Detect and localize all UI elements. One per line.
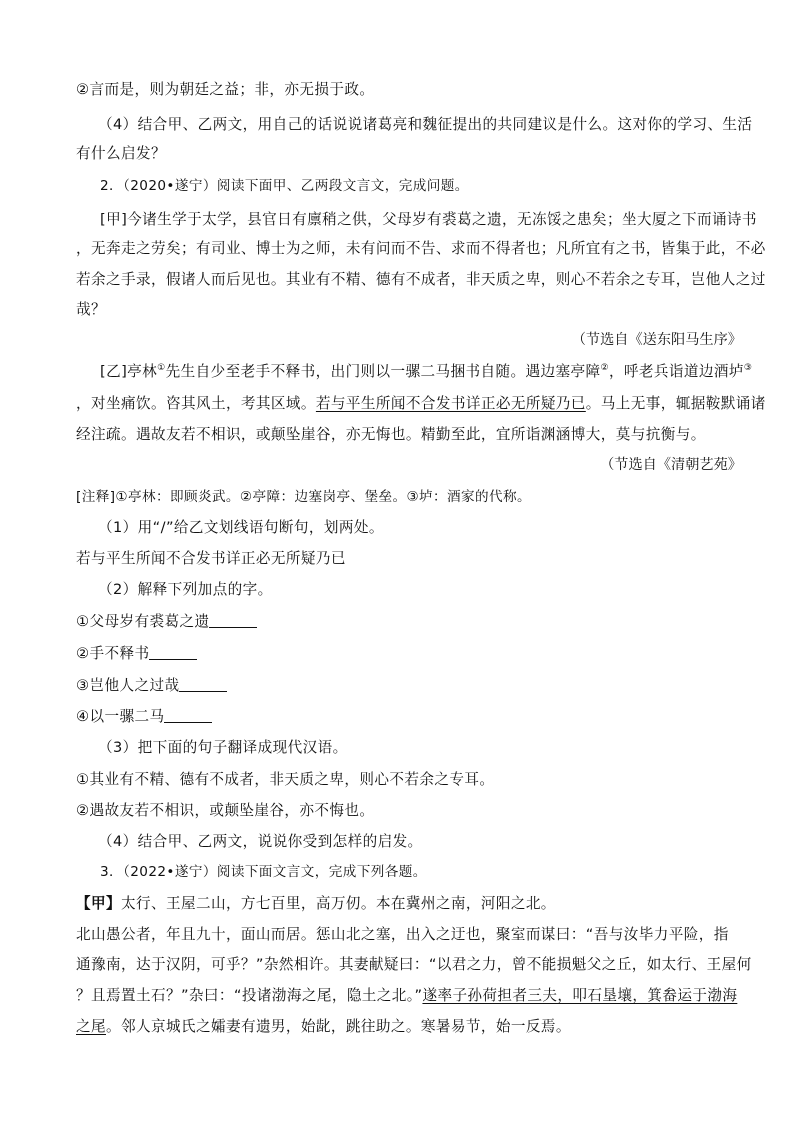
answer-blank[interactable]: [164, 708, 212, 723]
passage-yi-line-1-mid: 先生自少至老手不释书，出门则以一骡二马捆书自随。遇边塞亭障: [165, 363, 601, 380]
passage-jia-line-2: ，无奔走之劳矣；有司业、博士为之师，未有问而不告、求而不得者也；凡所宜有之书，皆集于此，不必: [76, 240, 766, 257]
item-b-text: ②手不释书: [76, 645, 150, 662]
footnote-marker-2: ②: [600, 363, 609, 373]
passage-3-line-4: [76, 986, 737, 1006]
passage-yi-line-2: [76, 394, 766, 414]
passage-jia-line-3: 若余之手录，假诸人而后见也。其业有不精、德有不成者，非天质之卑，则心不若余之专耳，岂他人之过: [76, 271, 766, 288]
question-2-header: 2．（2020•遂宁）阅读下面甲、乙两段文言文，完成问题。: [100, 178, 469, 194]
question-2-3: （3）把下面的句子翻译成现代汉语。: [98, 739, 348, 756]
passage-yi-source: （节选自《清朝艺苑》: [600, 457, 742, 473]
question-2-1-sentence: 若与平生所闻不合发书详正必无所疑乃已: [76, 550, 346, 567]
footnote-marker-1: ①: [157, 363, 166, 373]
passage-yi-line-1-start: [乙]亭林: [100, 363, 158, 380]
passage-yi-line-1-end: ，呼老兵诣道边酒垆: [608, 363, 744, 380]
item-c-text: ③岂他人之过哉: [76, 677, 180, 694]
passage-3-line-1: [76, 894, 556, 914]
annotation-note: [注释]①亭林：即顾炎武。②亭障：边塞岗亭、堡垒。③垆：酒家的代称。: [76, 489, 531, 505]
answer-blank[interactable]: [179, 677, 227, 692]
passage-jia-line-1: [甲]今诸生学于太学，县官日有廪稍之供，父母岁有裘葛之遗，无冻馁之患矣；坐大厦之下而诵诗书: [100, 211, 757, 228]
underlined-sentence: 遂率子孙荷担者三夫，叩石垦壤，箕畚运于渤海: [422, 987, 738, 1004]
answer-blank[interactable]: [149, 645, 197, 660]
passage-3-line-2: 北山愚公者，年且九十，面山而居。惩山北之塞，出入之迂也，聚室而谋曰：“吾与汝毕力平险，指: [76, 926, 729, 943]
answer-line-2: ②言而是，则为朝廷之益；非，亦无损于政。: [76, 81, 375, 98]
question-3-header: 3．（2022•遂宁）阅读下面文言文，完成下列各题。: [100, 864, 427, 880]
question-2-3-item-a: ①其业有不精、德有不成者，非天质之卑，则心不若余之专耳。: [76, 771, 495, 788]
question-2-4: （4）结合甲、乙两文，说说你受到怎样的启发。: [98, 833, 423, 850]
question-4-line: （4）结合甲、乙两文，用自己的话说说诸葛亮和魏征提出的共同建议是什么。这对你的学习、生活: [98, 116, 753, 133]
footnote-marker-3: ③: [743, 363, 753, 373]
question-2-2: （2）解释下列加点的字。: [98, 581, 273, 598]
question-2-2-item-c: [76, 676, 227, 696]
passage-yi-line-2-end: 。马上无事，辄据鞍默诵诸: [585, 395, 766, 412]
passage-3-line-1-text: 太行、王屋二山，方七百里，高万仞。本在冀州之南，河阳之北。: [120, 895, 556, 912]
passage-yi-line-3: 经注疏。遇故友若不相识，或颠坠崖谷，亦无悔也。精勤至此，宜所诣渊涵博大，莫与抗衡与。: [76, 426, 706, 443]
item-a-text: ①父母岁有裘葛之遗: [76, 613, 210, 630]
passage-yi-line-1: [100, 362, 752, 382]
answer-blank[interactable]: [209, 613, 257, 628]
passage-yi-line-2-start: ，对坐痛饮。咨其风土，考其区域。: [76, 395, 316, 412]
passage-jia-source: （节选自《送东阳马生序》: [571, 332, 742, 348]
passage-3-line-4-start: ？且焉置土石？”杂曰：“投诸渤海之尾，隐土之北。”: [76, 987, 423, 1004]
question-2-2-item-b: [76, 644, 197, 664]
question-2-2-item-d: [76, 707, 212, 727]
underlined-sentence-end: 之尾: [76, 1018, 106, 1035]
question-4-line-cont: 有什么启发？: [76, 145, 166, 162]
passage-3-line-5-text: 。邻人京城氏之孀妻有遗男，始龀，跳往助之。寒暑易节，始一反焉。: [106, 1018, 571, 1035]
question-2-1: （1）用“/”给乙文划线语句断句，划两处。: [98, 519, 384, 536]
underlined-sentence: 若与平生所闻不合发书详正必无所疑乃已: [315, 395, 586, 412]
passage-3-line-5: [76, 1017, 571, 1037]
passage-3-line-3: 通豫南，达于汉阴，可乎？”杂然相许。其妻献疑曰：“以君之力，曾不能损魁父之丘，如太行、王屋何: [76, 956, 752, 973]
question-2-2-item-a: [76, 612, 257, 632]
passage-tag-jia: 【甲】: [76, 895, 121, 912]
passage-jia-line-4: 哉？: [76, 301, 106, 318]
item-d-text: ④以一骡二马: [76, 708, 165, 725]
question-2-3-item-b: ②遇故友若不相识，或颠坠崖谷，亦不悔也。: [76, 802, 375, 819]
